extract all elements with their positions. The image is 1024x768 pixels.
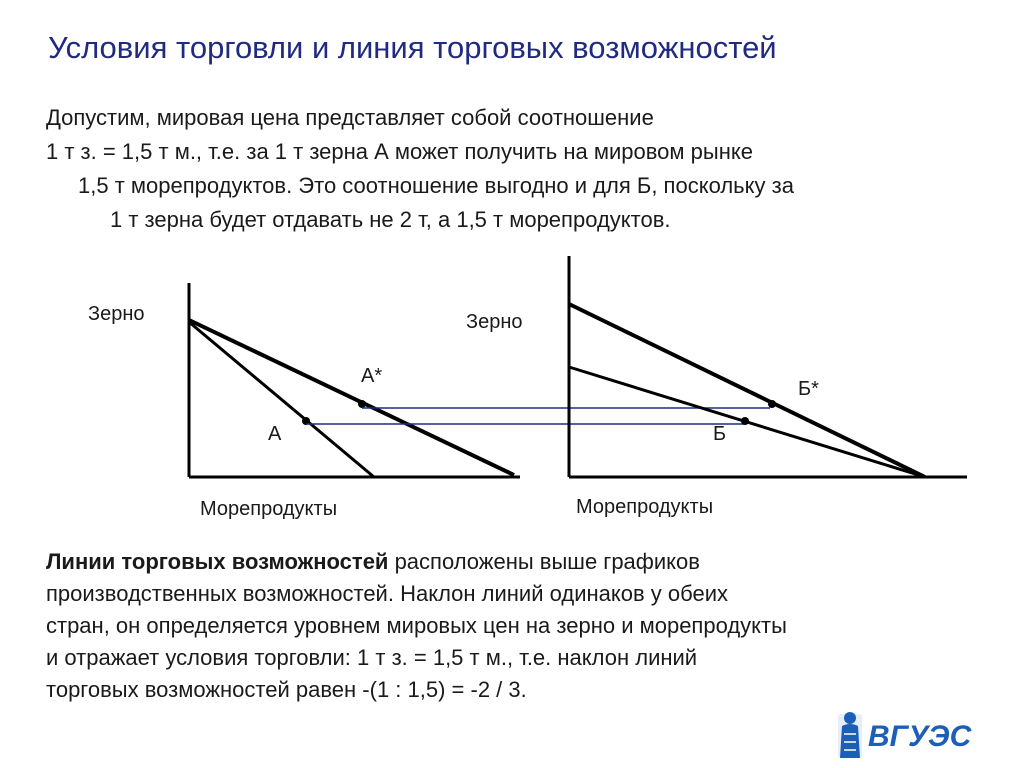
point-a-star: [358, 400, 366, 408]
point-b-star-label: Б*: [798, 378, 819, 400]
intro-line-1: Допустим, мировая цена представляет собой соотношение: [46, 105, 654, 130]
summary-line-5: торговых возможностей равен -(1 : 1,5) = -2 / 3.: [46, 677, 527, 702]
right-graph: [466, 256, 967, 518]
right-x-axis-label: Морепродукты: [576, 496, 714, 518]
right-trade-possibility-line: [569, 304, 925, 477]
point-b-label: Б: [713, 423, 727, 445]
point-b-star: [768, 400, 776, 408]
right-y-axis-label: Зерно: [466, 311, 523, 333]
left-graph: [88, 283, 520, 520]
summary-line-3: стран, он определяется уровнем мировых цен на зерно и морепродукты: [46, 613, 787, 638]
summary-line-2: производственных возможностей. Наклон линий одинаков у обеих: [46, 581, 729, 606]
point-a-label: A: [268, 423, 282, 445]
logo-wordmark: ВГУЭС: [868, 720, 972, 753]
intro-line-4: 1 т зерна будет отдавать не 2 т, а 1,5 т морепродуктов.: [110, 207, 671, 232]
summary-line-4: и отражает условия торговли: 1 т з. = 1,5 т м., т.е. наклон линий: [46, 645, 698, 670]
summary-bold-term: Линии торговых возможностей: [46, 549, 389, 574]
point-b: [741, 417, 749, 425]
summary-line-1-rest: расположены выше графиков: [388, 549, 700, 574]
left-production-possibility-line: [189, 322, 374, 477]
logo-figure-icon: [838, 712, 862, 758]
university-logo: [832, 700, 1002, 764]
intro-line-2: 1 т з. = 1,5 т м., т.е. за 1 т зерна А может получить на мировом рынке: [46, 139, 753, 164]
slide-title: Условия торговли и линия торговых возможностей: [48, 30, 777, 65]
summary-line-1: [46, 546, 787, 578]
left-x-axis-label: Морепродукты: [200, 498, 338, 520]
left-trade-possibility-line: [189, 320, 514, 475]
point-a-star-label: A*: [361, 365, 383, 387]
summary-text: [46, 546, 787, 706]
left-y-axis-label: Зерно: [88, 303, 145, 325]
intro-line-3: 1,5 т морепродуктов. Это соотношение выгодно и для Б, поскольку за: [78, 173, 794, 198]
